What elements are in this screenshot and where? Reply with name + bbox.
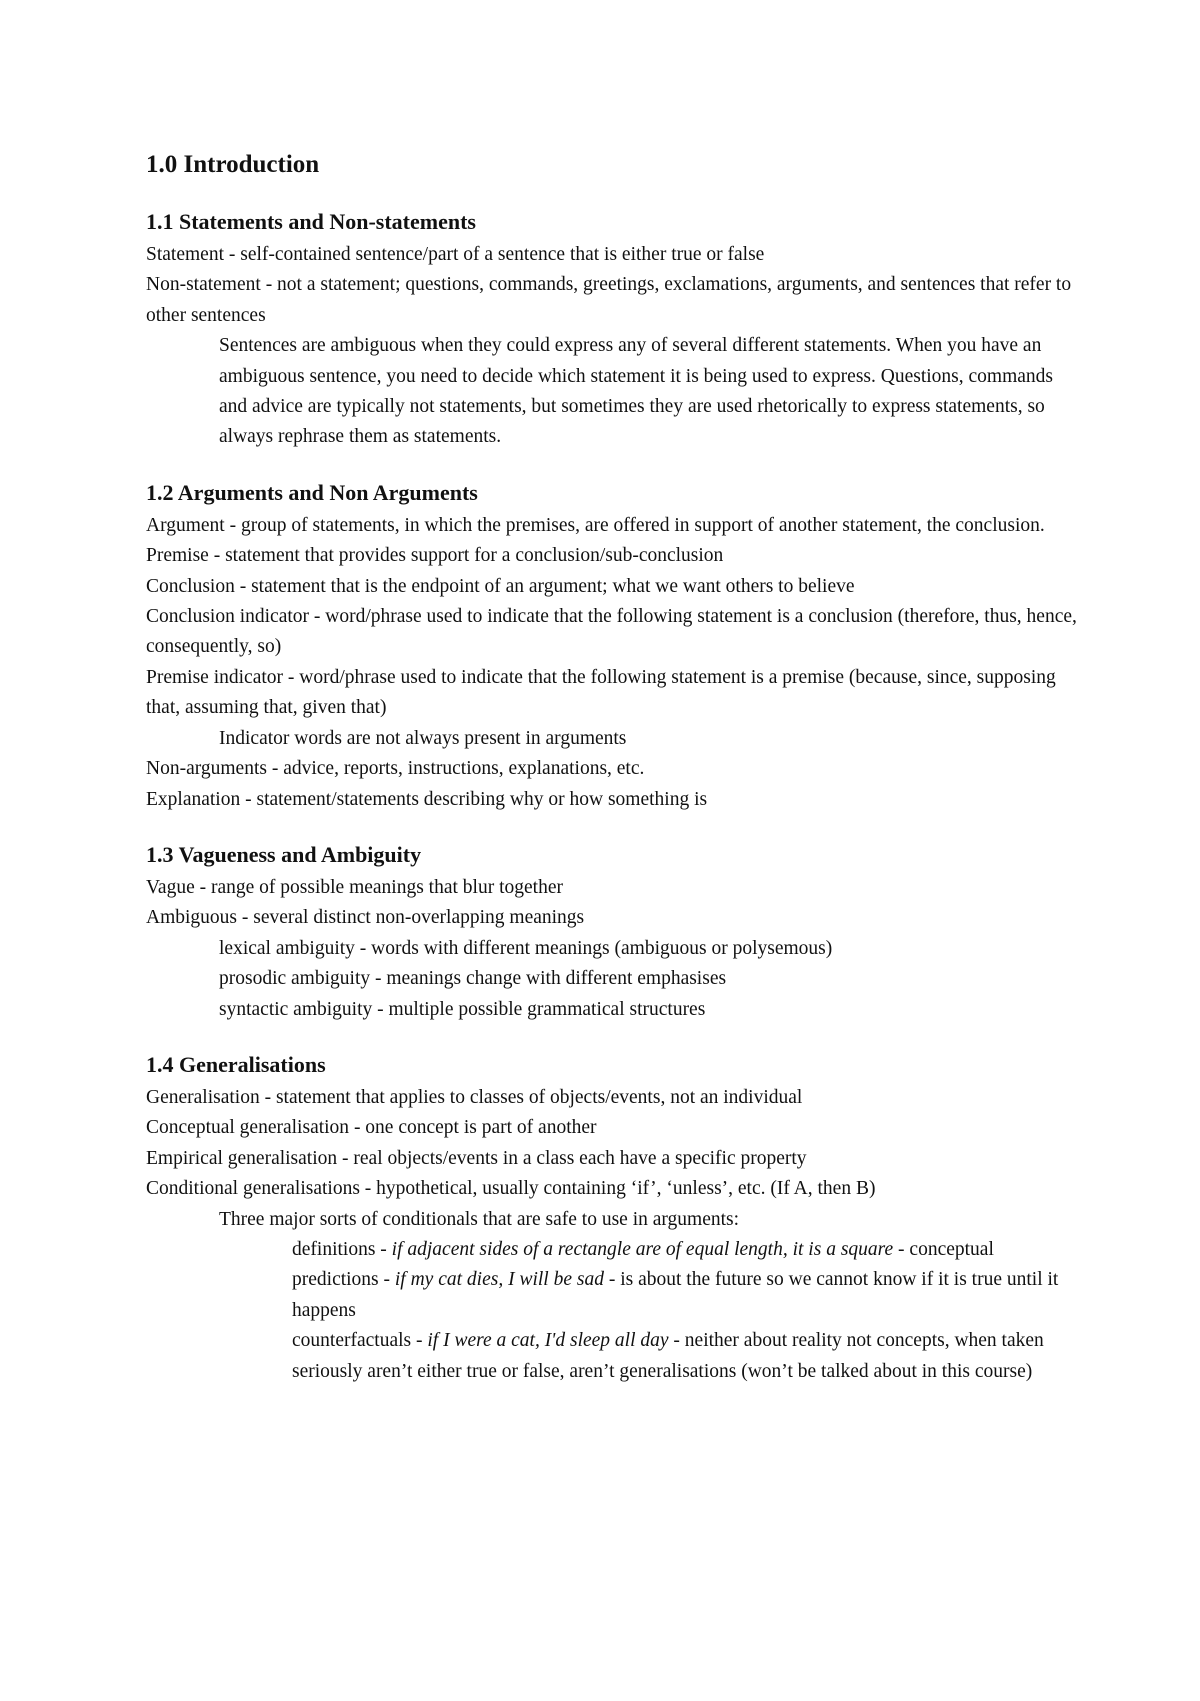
definition-text: - one concept is part of another (349, 1117, 597, 1139)
definition-text: - word/phrase used to indicate that the following statement is a premise (because, since, supposing that, assuming that, given that) (146, 666, 1056, 719)
definition-text: - self-contained sentence/part of a sentence that is either true or false (223, 244, 765, 265)
term: Premise (146, 545, 209, 567)
example: if I were a cat, I'd sleep all day (427, 1330, 669, 1352)
section-heading: 1.1 Statements and Non-statements (146, 209, 476, 234)
definition-text: - statement that applies to classes of objects/events, not an individual (259, 1086, 803, 1108)
section-generalisations (146, 1049, 1080, 1387)
prosodic-ambiguity: prosodic ambiguity - meanings change with different emphasises (219, 968, 727, 990)
definition-statement (146, 240, 1080, 270)
term: Generalisation (146, 1086, 260, 1108)
example: if my cat dies, I will be sad (394, 1269, 604, 1291)
term: Vague (146, 876, 195, 898)
description: - neither about reality not concepts, when taken seriously aren’t either true or false, aren’t generalisations (won’t be talked about in this course) (292, 1330, 1044, 1382)
conditional-predictions (146, 1265, 1080, 1326)
section-arguments (146, 477, 1080, 815)
definition-non-statement (146, 270, 1080, 331)
section-heading: 1.3 Vagueness and Ambiguity (146, 841, 422, 867)
term: Ambiguous (146, 907, 238, 929)
indicator-note: Indicator words are not always present in arguments (219, 727, 627, 749)
term: Conclusion (146, 575, 235, 597)
definition-argument (146, 511, 1080, 541)
definition-text: - word/phrase used to indicate that the following statement is a conclusion (therefore, thus, hence, consequently, so) (146, 606, 1077, 658)
definition-premise-indicator (146, 663, 1080, 724)
term: Statement (146, 244, 224, 265)
description: - conceptual (893, 1238, 994, 1260)
definition-premise (146, 541, 1080, 571)
syntactic-ambiguity: syntactic ambiguity - multiple possible grammatical structures (219, 998, 706, 1020)
term: Explanation (146, 788, 241, 810)
definition-vague (146, 873, 1080, 903)
term: Empirical generalisation (146, 1147, 338, 1169)
definition-text: - several distinct non-overlapping meanings (237, 907, 585, 929)
definition-text: - statement that is the endpoint of an argument; what we want others to believe (234, 575, 855, 597)
definition-text: - real objects/events in a class each have a specific property (337, 1147, 807, 1169)
term: Premise indicator (146, 666, 284, 688)
description: - is about the future so we cannot know if it is true until it happens (292, 1269, 1059, 1321)
definition-text: - hypothetical, usually containing ‘if’, ‘unless’, etc. (If A, then B) (359, 1178, 876, 1200)
page-title: 1.0 Introduction (146, 151, 320, 178)
section-vagueness (146, 839, 1080, 1025)
term: Non-arguments (146, 758, 267, 780)
definition-conditional (146, 1174, 1080, 1204)
ambiguity-note: Sentences are ambiguous when they could express any of several different statements. When you have an ambiguous sentence, you need to decide which statement it is being used to express. Questions, commands and advice are typically not statements, but sometimes they are used rhetorically to express statements, so always rephrase them as statements. (219, 335, 1053, 448)
definition-conclusion-indicator (146, 602, 1080, 663)
term: Conditional generalisations (146, 1178, 360, 1200)
lexical-ambiguity: lexical ambiguity - words with different meanings (ambiguous or polysemous) (219, 937, 833, 959)
section-heading: 1.2 Arguments and Non Arguments (146, 479, 478, 505)
definition-empirical (146, 1144, 1080, 1174)
definition-text: - statement/statements describing why or how something is (240, 788, 708, 810)
term: Conceptual generalisation (146, 1117, 350, 1139)
definition-generalisation (146, 1083, 1080, 1113)
definition-text: - range of possible meanings that blur together (194, 876, 563, 898)
label: counterfactuals - (292, 1330, 428, 1352)
definition-conclusion (146, 572, 1080, 602)
definition-text: - group of statements, in which the premises, are offered in support of another statement, the conclusion. (224, 514, 1045, 536)
definition-non-arguments (146, 754, 1080, 784)
conditional-counterfactuals (146, 1326, 1080, 1387)
definition-text: - statement that provides support for a conclusion/sub-conclusion (208, 545, 724, 567)
term: Argument (146, 514, 225, 536)
definition-ambiguous (146, 903, 1080, 933)
section-heading: 1.4 Generalisations (146, 1051, 326, 1077)
conditional-sorts-intro: Three major sorts of conditionals that are safe to use in arguments: (219, 1208, 740, 1230)
example: if adjacent sides of a rectangle are of equal length, it is a square (391, 1238, 894, 1260)
definition-text: - not a statement; questions, commands, greetings, exclamations, arguments, and sentences that refer to other sentences (146, 274, 1072, 326)
definition-explanation (146, 785, 1080, 815)
section-statements (146, 206, 1080, 453)
conditional-definitions (146, 1235, 1080, 1265)
definition-text: - advice, reports, instructions, explanations, etc. (266, 758, 645, 780)
term: Non-statement (146, 274, 261, 296)
definition-conceptual (146, 1113, 1080, 1143)
label: definitions - (292, 1238, 392, 1260)
label: predictions - (292, 1269, 395, 1291)
term: Conclusion indicator (146, 606, 310, 628)
